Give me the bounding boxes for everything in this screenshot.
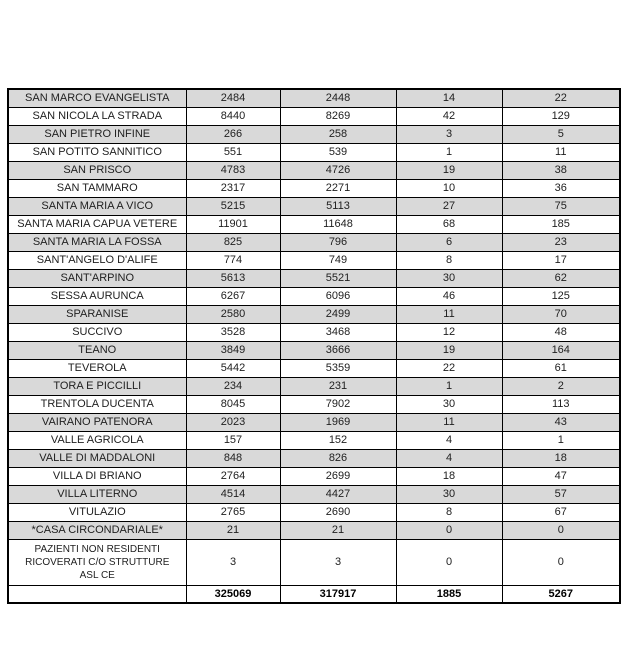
value-cell: 125 xyxy=(502,287,620,305)
municipality-name-cell: SANT'ARPINO xyxy=(8,269,186,287)
value-cell: 30 xyxy=(396,485,502,503)
municipality-name-cell: SAN MARCO EVANGELISTA xyxy=(8,89,186,107)
table-row xyxy=(8,359,620,377)
value-cell: 23 xyxy=(502,233,620,251)
value-cell: 796 xyxy=(280,233,396,251)
value-cell: 234 xyxy=(186,377,280,395)
municipality-name-cell: TORA E PICCILLI xyxy=(8,377,186,395)
municipality-name-cell: SANTA MARIA LA FOSSA xyxy=(8,233,186,251)
value-cell: 57 xyxy=(502,485,620,503)
table-row xyxy=(8,233,620,251)
value-cell: 1 xyxy=(502,431,620,449)
table-row xyxy=(8,377,620,395)
municipality-name-cell: SAN TAMMARO xyxy=(8,179,186,197)
totals-value-cell: 317917 xyxy=(280,585,396,603)
value-cell: 0 xyxy=(396,539,502,585)
value-cell: 749 xyxy=(280,251,396,269)
municipality-name-cell: TRENTOLA DUCENTA xyxy=(8,395,186,413)
value-cell: 7902 xyxy=(280,395,396,413)
table-row xyxy=(8,125,620,143)
value-cell: 68 xyxy=(396,215,502,233)
value-cell: 8045 xyxy=(186,395,280,413)
table-row xyxy=(8,395,620,413)
value-cell: 43 xyxy=(502,413,620,431)
value-cell: 5113 xyxy=(280,197,396,215)
totals-value-cell: 5267 xyxy=(502,585,620,603)
value-cell: 3 xyxy=(280,539,396,585)
table-row xyxy=(8,413,620,431)
table-row xyxy=(8,143,620,161)
totals-value-cell: 325069 xyxy=(186,585,280,603)
value-cell: 826 xyxy=(280,449,396,467)
value-cell: 19 xyxy=(396,161,502,179)
value-cell: 4427 xyxy=(280,485,396,503)
value-cell: 152 xyxy=(280,431,396,449)
municipality-name-cell: TEVEROLA xyxy=(8,359,186,377)
value-cell: 11 xyxy=(396,413,502,431)
value-cell: 2699 xyxy=(280,467,396,485)
value-cell: 2690 xyxy=(280,503,396,521)
table-row xyxy=(8,197,620,215)
value-cell: 21 xyxy=(186,521,280,539)
value-cell: 3 xyxy=(186,539,280,585)
value-cell: 10 xyxy=(396,179,502,197)
value-cell: 848 xyxy=(186,449,280,467)
value-cell: 30 xyxy=(396,269,502,287)
value-cell: 14 xyxy=(396,89,502,107)
value-cell: 3849 xyxy=(186,341,280,359)
value-cell: 21 xyxy=(280,521,396,539)
value-cell: 2765 xyxy=(186,503,280,521)
value-cell: 6 xyxy=(396,233,502,251)
value-cell: 129 xyxy=(502,107,620,125)
table-row xyxy=(8,89,620,107)
value-cell: 1 xyxy=(396,143,502,161)
value-cell: 70 xyxy=(502,305,620,323)
value-cell: 5 xyxy=(502,125,620,143)
value-cell: 258 xyxy=(280,125,396,143)
table-row xyxy=(8,449,620,467)
value-cell: 5215 xyxy=(186,197,280,215)
value-cell: 5359 xyxy=(280,359,396,377)
value-cell: 113 xyxy=(502,395,620,413)
value-cell: 1 xyxy=(396,377,502,395)
value-cell: 2764 xyxy=(186,467,280,485)
table-row xyxy=(8,485,620,503)
value-cell: 0 xyxy=(502,521,620,539)
value-cell: 17 xyxy=(502,251,620,269)
value-cell: 30 xyxy=(396,395,502,413)
municipality-name-cell: PAZIENTI NON RESIDENTI RICOVERATI C/O STRUTTURE ASL CE xyxy=(8,539,186,585)
value-cell: 61 xyxy=(502,359,620,377)
table-row xyxy=(8,269,620,287)
municipality-name-cell: SAN PIETRO INFINE xyxy=(8,125,186,143)
value-cell: 2317 xyxy=(186,179,280,197)
value-cell: 42 xyxy=(396,107,502,125)
value-cell: 4 xyxy=(396,431,502,449)
value-cell: 27 xyxy=(396,197,502,215)
value-cell: 266 xyxy=(186,125,280,143)
value-cell: 47 xyxy=(502,467,620,485)
value-cell: 2580 xyxy=(186,305,280,323)
municipality-name-cell: SAN NICOLA LA STRADA xyxy=(8,107,186,125)
table-row xyxy=(8,431,620,449)
value-cell: 0 xyxy=(396,521,502,539)
municipality-name-cell: SAN POTITO SANNITICO xyxy=(8,143,186,161)
municipality-name-cell: VILLA LITERNO xyxy=(8,485,186,503)
table-row xyxy=(8,161,620,179)
value-cell: 18 xyxy=(502,449,620,467)
value-cell: 46 xyxy=(396,287,502,305)
municipality-name-cell: VAIRANO PATENORA xyxy=(8,413,186,431)
municipality-name-cell: TEANO xyxy=(8,341,186,359)
table-row xyxy=(8,323,620,341)
municipality-name-cell: SPARANISE xyxy=(8,305,186,323)
table-row xyxy=(8,215,620,233)
value-cell: 6096 xyxy=(280,287,396,305)
value-cell: 75 xyxy=(502,197,620,215)
value-cell: 8 xyxy=(396,251,502,269)
value-cell: 36 xyxy=(502,179,620,197)
value-cell: 5613 xyxy=(186,269,280,287)
municipality-name-cell: SANTA MARIA CAPUA VETERE xyxy=(8,215,186,233)
value-cell: 18 xyxy=(396,467,502,485)
municipality-name-cell: VITULAZIO xyxy=(8,503,186,521)
value-cell: 2499 xyxy=(280,305,396,323)
municipality-name-cell: SANTA MARIA A VICO xyxy=(8,197,186,215)
value-cell: 6267 xyxy=(186,287,280,305)
table-row xyxy=(8,467,620,485)
table-row xyxy=(8,107,620,125)
value-cell: 5442 xyxy=(186,359,280,377)
value-cell: 22 xyxy=(396,359,502,377)
table-row xyxy=(8,251,620,269)
value-cell: 11901 xyxy=(186,215,280,233)
value-cell: 22 xyxy=(502,89,620,107)
value-cell: 62 xyxy=(502,269,620,287)
value-cell: 19 xyxy=(396,341,502,359)
municipality-name-cell: *CASA CIRCONDARIALE* xyxy=(8,521,186,539)
value-cell: 3 xyxy=(396,125,502,143)
totals-empty-cell xyxy=(8,585,186,603)
table-row xyxy=(8,521,620,539)
value-cell: 2448 xyxy=(280,89,396,107)
table-body xyxy=(8,89,620,603)
value-cell: 4514 xyxy=(186,485,280,503)
value-cell: 67 xyxy=(502,503,620,521)
totals-value-cell: 1885 xyxy=(396,585,502,603)
value-cell: 48 xyxy=(502,323,620,341)
totals-row xyxy=(8,585,620,603)
value-cell: 8 xyxy=(396,503,502,521)
table-row xyxy=(8,539,620,585)
table-row xyxy=(8,305,620,323)
value-cell: 185 xyxy=(502,215,620,233)
value-cell: 12 xyxy=(396,323,502,341)
value-cell: 4 xyxy=(396,449,502,467)
value-cell: 11648 xyxy=(280,215,396,233)
table-row xyxy=(8,341,620,359)
value-cell: 539 xyxy=(280,143,396,161)
municipality-name-cell: SESSA AURUNCA xyxy=(8,287,186,305)
value-cell: 3666 xyxy=(280,341,396,359)
municipality-name-cell: VILLA DI BRIANO xyxy=(8,467,186,485)
value-cell: 2484 xyxy=(186,89,280,107)
value-cell: 157 xyxy=(186,431,280,449)
table-row xyxy=(8,179,620,197)
value-cell: 4783 xyxy=(186,161,280,179)
value-cell: 2 xyxy=(502,377,620,395)
value-cell: 2023 xyxy=(186,413,280,431)
value-cell: 8440 xyxy=(186,107,280,125)
table-row xyxy=(8,503,620,521)
value-cell: 3468 xyxy=(280,323,396,341)
value-cell: 774 xyxy=(186,251,280,269)
municipality-name-cell: VALLE DI MADDALONI xyxy=(8,449,186,467)
table-row xyxy=(8,287,620,305)
municipality-name-cell: SAN PRISCO xyxy=(8,161,186,179)
value-cell: 231 xyxy=(280,377,396,395)
municipality-name-cell: SUCCIVO xyxy=(8,323,186,341)
municipality-name-cell: SANT'ANGELO D'ALIFE xyxy=(8,251,186,269)
municipality-data-table xyxy=(7,88,621,604)
value-cell: 0 xyxy=(502,539,620,585)
municipality-data-table-container xyxy=(7,88,621,604)
value-cell: 5521 xyxy=(280,269,396,287)
value-cell: 8269 xyxy=(280,107,396,125)
value-cell: 4726 xyxy=(280,161,396,179)
value-cell: 11 xyxy=(396,305,502,323)
value-cell: 11 xyxy=(502,143,620,161)
value-cell: 1969 xyxy=(280,413,396,431)
value-cell: 551 xyxy=(186,143,280,161)
value-cell: 3528 xyxy=(186,323,280,341)
value-cell: 164 xyxy=(502,341,620,359)
value-cell: 38 xyxy=(502,161,620,179)
value-cell: 2271 xyxy=(280,179,396,197)
municipality-name-cell: VALLE AGRICOLA xyxy=(8,431,186,449)
value-cell: 825 xyxy=(186,233,280,251)
